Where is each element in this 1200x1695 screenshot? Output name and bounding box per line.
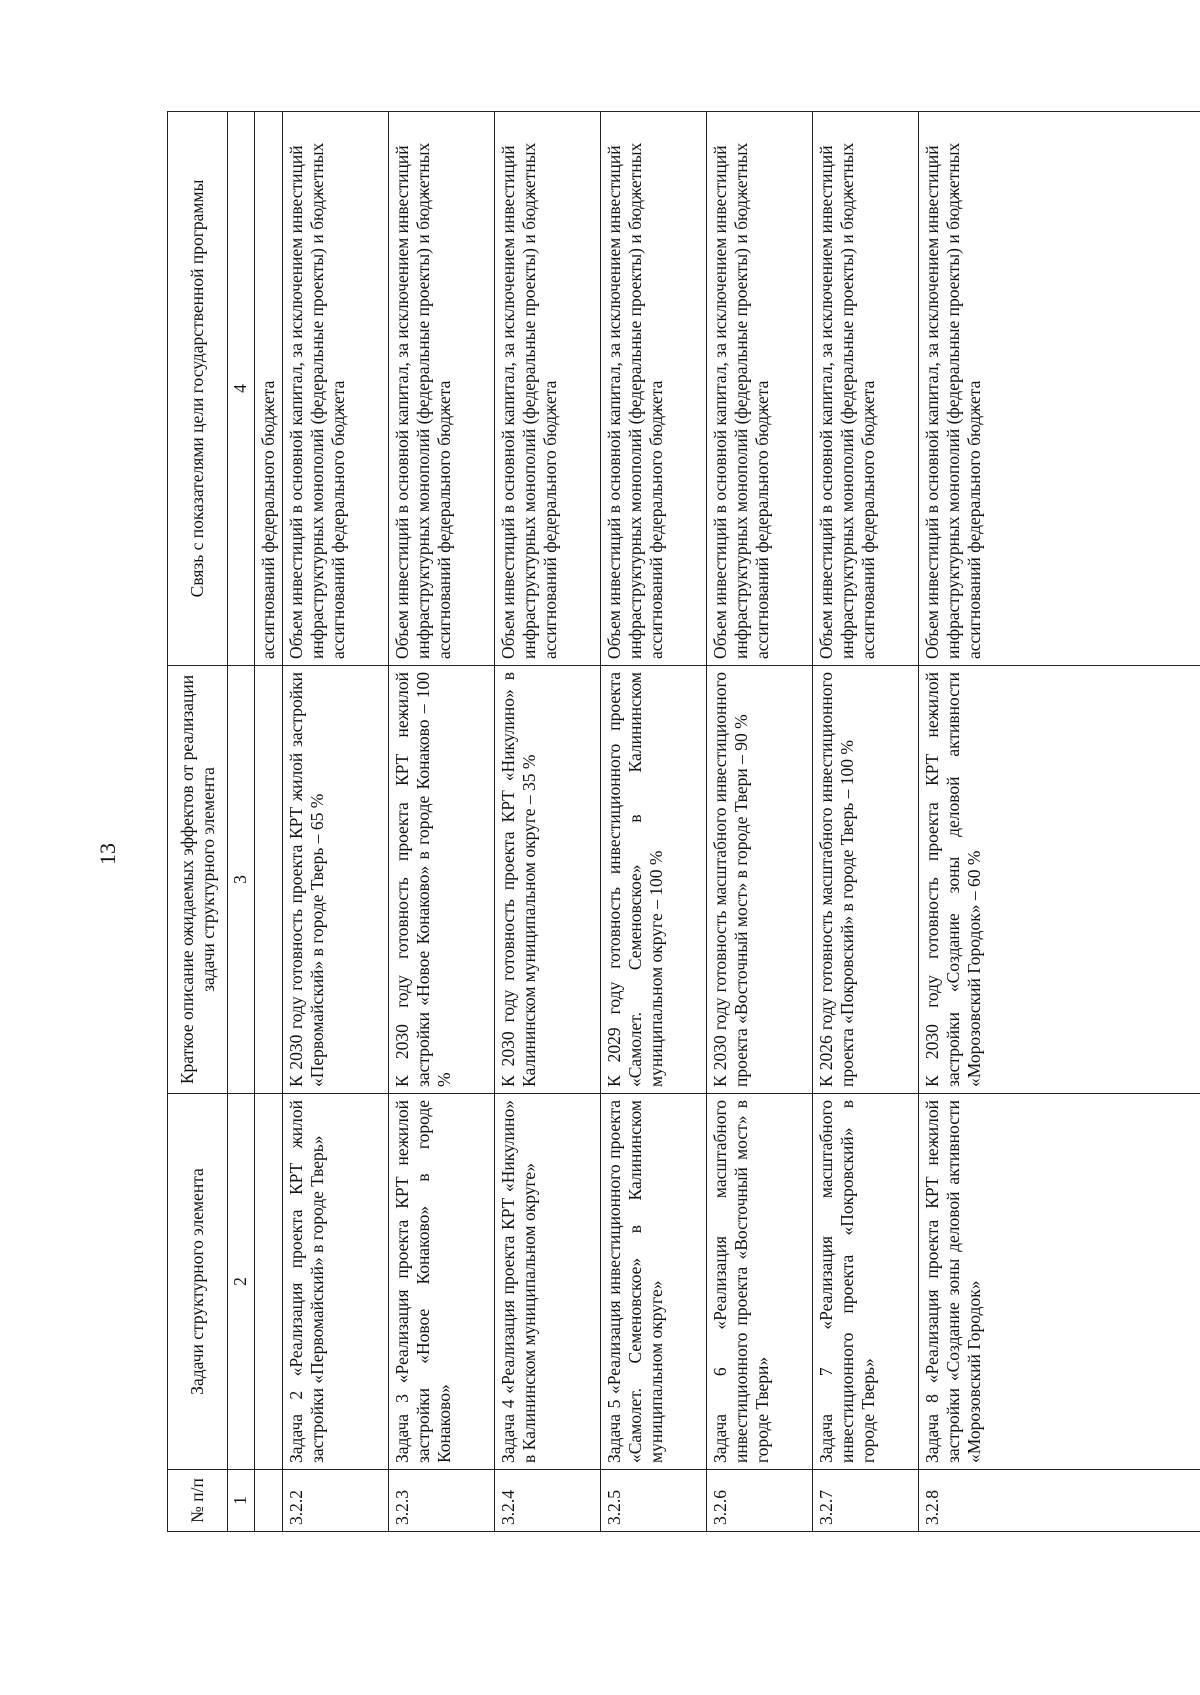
row-number: 3.2.4 — [495, 1470, 601, 1532]
row-effect: К 2026 году готовность масштабного инвестиционного проекта «Покровский» в городе Тверь – 100 % — [813, 666, 919, 1094]
table-row — [283, 112, 389, 1532]
header-tasks: Задачи структурного элемента — [168, 1094, 228, 1470]
row-effect: К 2030 году готовность масштабного инвестиционного проекта «Восточный мост» в городе Твери – 90 % — [707, 666, 813, 1094]
header-effects: Краткое описание ожидаемых эффектов от реализации задачи структурного элемента — [168, 666, 228, 1094]
row-link: Объем инвестиций в основной капитал, за исключением инвестиций инфраструктурных монополий (федеральные проекты) и бюджетных ассигнований федерального бюджета — [283, 112, 389, 666]
table-cell — [255, 1094, 283, 1470]
row-task: Задача 2 «Реализация проекта КРТ жилой застройки «Первомайский» в городе Тверь» — [283, 1094, 389, 1470]
column-number: 2 — [228, 1094, 255, 1470]
table-row — [495, 112, 601, 1532]
table-row — [813, 112, 919, 1532]
table-row — [389, 112, 495, 1532]
row-task: Задача 8 «Реализация проекта КРТ нежилой застройки «Создание зоны деловой активности «Морозовский Городок» — [919, 1094, 1200, 1470]
row-task: Задача 7 «Реализация масштабного инвестиционного проекта «Покровский» в городе Тверь» — [813, 1094, 919, 1470]
table-cell — [255, 666, 283, 1094]
row-link: Объем инвестиций в основной капитал, за исключением инвестиций инфраструктурных монополий (федеральные проекты) и бюджетных ассигнований федерального бюджета — [813, 112, 919, 666]
row-effect: К 2030 году готовность проекта КРТ жилой застройки «Первомайский» в городе Тверь – 65 % — [283, 666, 389, 1094]
header-number: № п/п — [168, 1470, 228, 1532]
column-number: 1 — [228, 1470, 255, 1532]
row-link: Объем инвестиций в основной капитал, за исключением инвестиций инфраструктурных монополий (федеральные проекты) и бюджетных ассигнований федерального бюджета — [389, 112, 495, 666]
table-row — [707, 112, 813, 1532]
header-row — [168, 112, 228, 1532]
header-link: Связь с показателями цели государственной программы — [168, 112, 228, 666]
structural-element-tasks-table — [167, 111, 1200, 1532]
row-effect: К 2030 году готовность проекта КРТ нежилой застройки «Новое Конаково» в городе Конаково – 100 % — [389, 666, 495, 1094]
row-number: 3.2.2 — [283, 1470, 389, 1532]
row-task: Задача 3 «Реализация проекта КРТ нежилой застройки «Новое Конаково» в городе Конаково» — [389, 1094, 495, 1470]
row-number: 3.2.5 — [601, 1470, 707, 1532]
row-effect: К 2029 году готовность инвестиционного проекта «Самолет. Семеновское» в Калининском муниципальном округе – 100 % — [601, 666, 707, 1094]
row-task: Задача 5 «Реализация инвестиционного проекта «Самолет. Семеновское» в Калининском муниципальном округе» — [601, 1094, 707, 1470]
row-number: 3.2.6 — [707, 1470, 813, 1532]
row-link: Объем инвестиций в основной капитал, за исключением инвестиций инфраструктурных монополий (федеральные проекты) и бюджетных ассигнований федерального бюджета — [919, 112, 1200, 666]
row-task: Задача 6 «Реализация масштабного инвестиционного проекта «Восточный мост» в городе Твери» — [707, 1094, 813, 1470]
row-effect: К 2030 году готовность проекта КРТ нежилой застройки «Создание зоны деловой активности «Морозовский Городок» – 60 % — [919, 666, 1200, 1094]
row-effect: К 2030 году готовность проекта КРТ «Никулино» в Калининском муниципальном округе – 35 % — [495, 666, 601, 1094]
row-task: Задача 4 «Реализация проекта КРТ «Никулино» в Калининском муниципальном округе» — [495, 1094, 601, 1470]
continuation-text: ассигнований федерального бюджета — [255, 112, 283, 666]
row-link: Объем инвестиций в основной капитал, за исключением инвестиций инфраструктурных монополий (федеральные проекты) и бюджетных ассигнований федерального бюджета — [495, 112, 601, 666]
row-link: Объем инвестиций в основной капитал, за исключением инвестиций инфраструктурных монополий (федеральные проекты) и бюджетных ассигнований федерального бюджета — [601, 112, 707, 666]
column-number: 3 — [228, 666, 255, 1094]
column-number-row — [228, 112, 255, 1532]
row-number: 3.2.8 — [919, 1470, 1200, 1532]
table-cell — [255, 1470, 283, 1532]
row-number: 3.2.7 — [813, 1470, 919, 1532]
table-row — [919, 112, 1200, 1532]
table-row — [601, 112, 707, 1532]
page-number: 13 — [95, 843, 120, 865]
rotated-table-container — [167, 112, 1200, 1532]
continuation-row — [255, 112, 283, 1532]
row-number: 3.2.3 — [389, 1470, 495, 1532]
column-number: 4 — [228, 112, 255, 666]
row-link: Объем инвестиций в основной капитал, за исключением инвестиций инфраструктурных монополий (федеральные проекты) и бюджетных ассигнований федерального бюджета — [707, 112, 813, 666]
